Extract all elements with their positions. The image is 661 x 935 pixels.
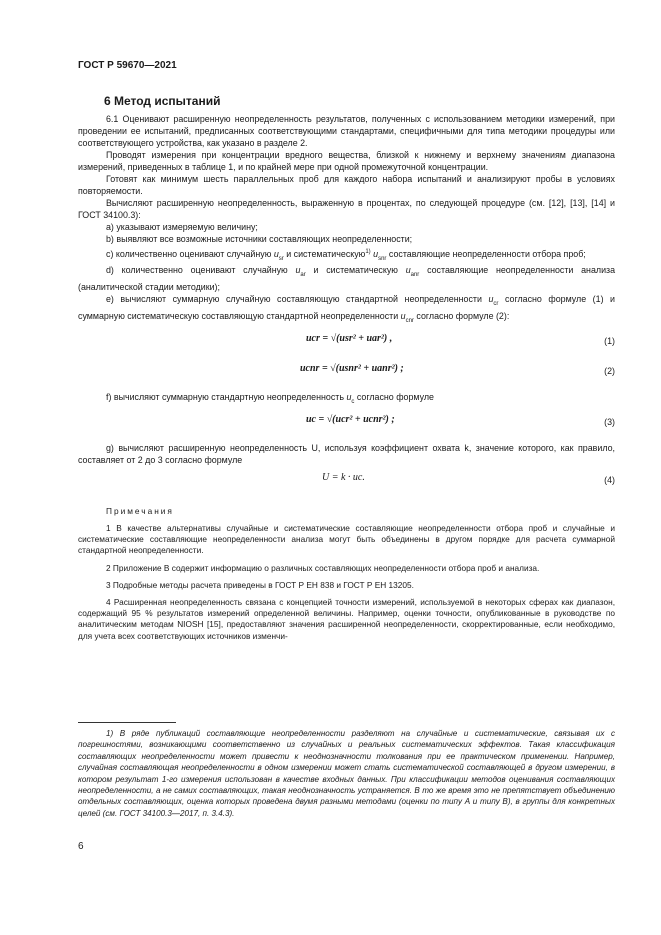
notes-block	[78, 506, 615, 642]
page-number: 6	[78, 841, 84, 852]
equation-1: uсr = √(usr² + uar²) , (1)	[306, 332, 615, 346]
paragraph: Готовят как минимум шесть параллельных проб для каждого набора испытаний и анализируют пробы в условиях повторяемости.	[78, 174, 615, 197]
note: 4 Расширенная неопределенность связана с концепцией точности измерений, используемой в некоторых сферах как диапазон, содержащий 95 % результатов измерений определенной величины. Например, оценки точности, опубликованные в руководстве по аналитическим методам NIOSH [15], предоставляют значения расширенной неопределенности, скорректированные, если необходимо, для учета всех соответствующих источников изменчи-	[78, 596, 615, 641]
equation-2: uсnr = √(usnr² + uanr²) ; (2)	[300, 362, 615, 376]
note: 1 В качестве альтернативы случайные и систематические составляющие неопределенности отбора проб и случайные и систематические составляющие неопределенности анализа могут быть объединены в другом порядке для расчета суммарной стандартной неопределенности.	[78, 522, 615, 556]
list-item: f) вычисляют суммарную стандартную неопределенность $u_c$ согласно формуле	[106, 391, 434, 405]
note: 3 Подробные методы расчета приведены в ГОСТ Р ЕН 838 и ГОСТ Р ЕН 13205.	[106, 579, 414, 590]
equation-3: uс = √(uсr² + uсnr²) ; (3)	[306, 413, 615, 427]
note: 2 Приложение В содержит информацию о различных составляющих неопределенности отбора проб и анализа.	[106, 562, 540, 573]
equation-number: (2)	[604, 365, 615, 376]
paragraph: 6.1 Оценивают расширенную неопределенность результатов, полученных с использованием методики измерений, при проведении ее испытаний, предписанных соответствующими стандартами, специфичными для типа методики процедуры или соответствующего устройства, как указано в разделе 2.	[78, 114, 615, 149]
footnote-separator	[78, 722, 176, 723]
equation-number: (1)	[604, 335, 615, 346]
list-item: c) количественно оценивают случайную $u_{sr}$ и систематическую$^{1)}$ $u_{snr}$ составляющие неопределенности отбора проб;	[106, 248, 586, 262]
equation-4: U = k · uс. (4)	[322, 471, 615, 485]
equation-number: (3)	[604, 416, 615, 427]
list-item: d) количественно оценивают случайную $u_{ar}$ и систематическую $u_{anr}$ составляющие неопределенности анализа (аналитической стадии методики);	[78, 265, 616, 293]
document-header: ГОСТ Р 59670—2021	[78, 60, 177, 71]
footnote: 1) В ряде публикаций составляющие неопределенности разделяют на случайные и систематические, связывая их с погрешностями, возникающими соответственно из случайных и реальных систематических эффектов. Такая классификация составляющих неопределенности может привести к неоднозначности толкования при ее практическом применении. Например, случайная составляющая неопределенности в одном измерении может стать систематической составляющей в другом измерении, в котором результат 1-го измерения использован в качестве входных данных. При классификации методов оценивания составляющих неопределенности, а не самих составляющих, такая неоднозначность устраняется. В то же время это не препятствует объединению отдельных составляющих, оценка которых проведена двумя разными методами (оценки по типу А и типу В), в группы для конкретных целей (см. ГОСТ 34100.3—2017, п. 3.4.3).	[78, 729, 615, 818]
list-item: a) указывают измеряемую величину;	[106, 222, 258, 233]
equation-number: (4)	[604, 474, 615, 485]
paragraph: Вычисляют расширенную неопределенность, выраженную в процентах, по следующей процедуре (см. [12], [13], [14] и ГОСТ 34100.3):	[78, 198, 615, 221]
body-text	[78, 113, 615, 648]
section-title: 6 Метод испытаний	[104, 94, 221, 108]
paragraph: Проводят измерения при концентрации вредного вещества, близкой к нижнему и верхнему значениям диапазона измерений, приведенных в таблице 1, и по крайней мере при одной промежуточной концентрации.	[78, 150, 615, 173]
notes-title: Примечания	[106, 505, 174, 516]
list-item: e) вычисляют суммарную случайную составляющую стандартной неопределенности $u_{cr}$ согласно формуле (1) и суммарную систематическую составляющую стандартной неопределенности $u_{cnr}$ согласно формуле (2):	[78, 294, 616, 324]
list-item: g) вычисляют расширенную неопределенность U, используя коэффициент охвата k, значение которого, как правило, составляет от 2 до 3 согласно формуле	[78, 442, 615, 465]
list-item: b) выявляют все возможные источники составляющих неопределенности;	[106, 234, 413, 245]
